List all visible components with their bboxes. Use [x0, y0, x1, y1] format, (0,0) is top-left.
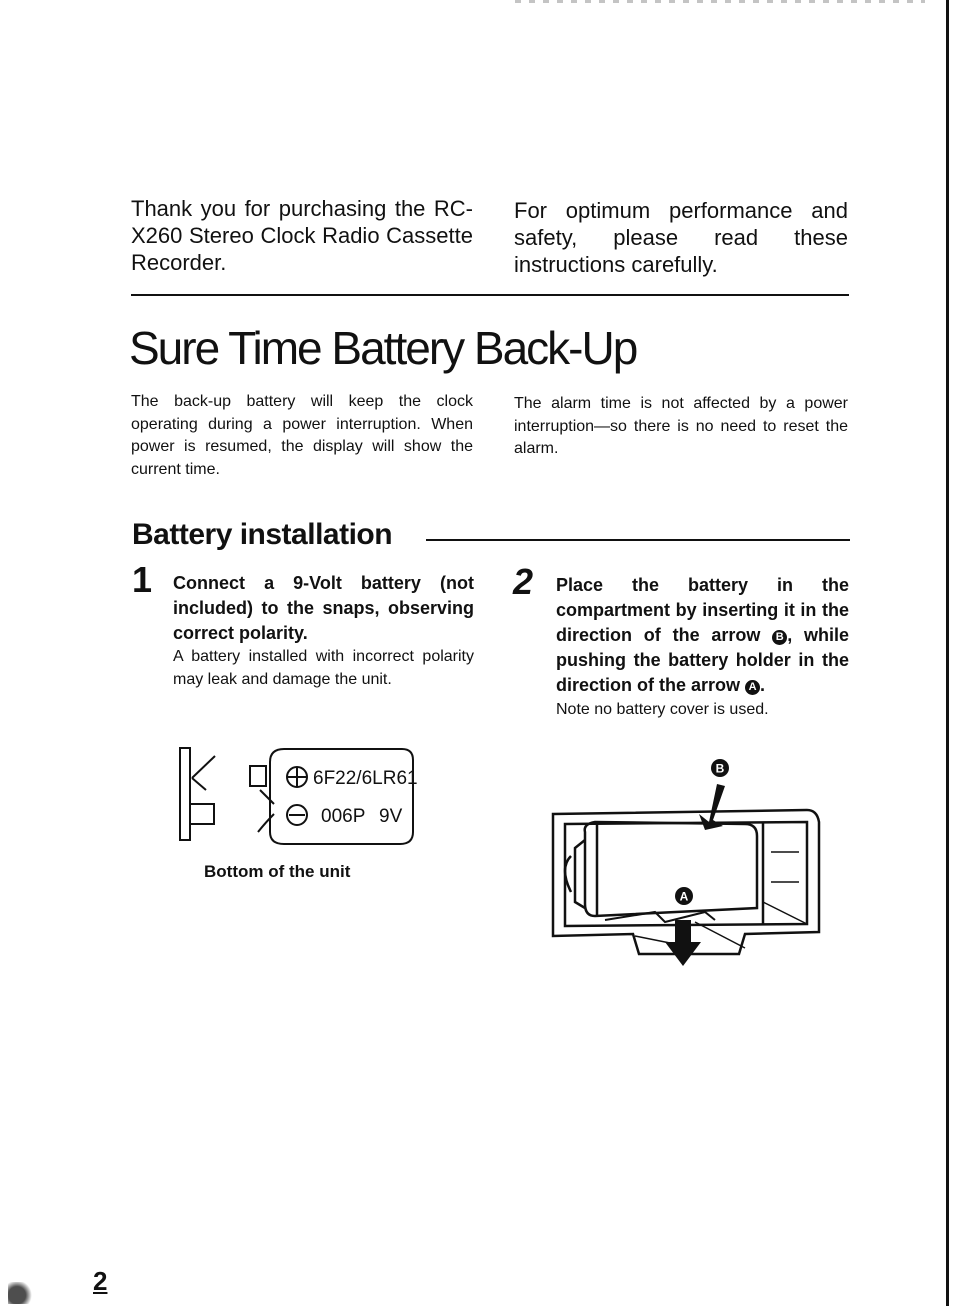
snap-terminal: [190, 804, 214, 824]
step2-instruction-part1: Place the battery in the compartment by inserting it in the direction of the arrow: [556, 575, 849, 645]
backup-right-para: The alarm time is not affected by a power interruption—so there is no need to reset the alarm.: [514, 395, 848, 457]
label-voltage: 9V: [379, 806, 403, 827]
marker-b-text: B: [715, 761, 725, 776]
step2-instruction: [556, 573, 849, 698]
step2-instruction-part2: , while pushing the battery holder in the direction of the arrow: [556, 625, 849, 695]
label-line1: 6F22/6LR61: [313, 768, 418, 789]
arrow-a-marker: A: [745, 680, 760, 695]
page-edge: [946, 0, 949, 1306]
snap-bar: [180, 748, 190, 840]
label-line2: 006P: [321, 806, 366, 827]
figure-caption: Bottom of the unit: [204, 862, 351, 881]
arrow-b-marker: B: [772, 630, 787, 645]
step2-note: Note no battery cover is used.: [556, 701, 769, 718]
battery-label-figure: [170, 742, 420, 852]
compartment-figure: [545, 752, 830, 970]
marker-a-text: A: [679, 889, 689, 904]
intro-left: Thank you for purchasing the RC-X260 Stereo Clock Radio Cassette Recorder.: [131, 196, 473, 275]
step1-number: 1: [132, 559, 153, 600]
backup-left-para: The back-up battery will keep the clock operating during a power interruption. When power is resumed, the display will show the current time.: [131, 393, 473, 478]
top-rule: [131, 294, 849, 296]
step1-instruction: Connect a 9-Volt battery (not included) to the snaps, observing correct polarity.: [173, 573, 474, 643]
step2-number: 2: [513, 561, 534, 602]
intro-right: For optimum performance and safety, please read these instructions carefully.: [514, 198, 848, 277]
step1-note: A battery installed with incorrect polarity may leak and damage the unit.: [173, 648, 474, 688]
connector-box: [250, 766, 266, 786]
page-number: 2: [93, 1266, 108, 1296]
page-title: Sure Time Battery Back-Up: [129, 322, 637, 374]
scan-artifact: [515, 0, 925, 3]
scan-corner-mark: [8, 1282, 38, 1304]
step2-instruction-part3: .: [760, 675, 766, 695]
installation-heading: Battery installation: [132, 518, 393, 551]
label-outline: [270, 749, 413, 844]
heading-rule: [426, 539, 850, 541]
battery-shape: [585, 822, 757, 916]
arrow-a-icon: [665, 920, 701, 966]
